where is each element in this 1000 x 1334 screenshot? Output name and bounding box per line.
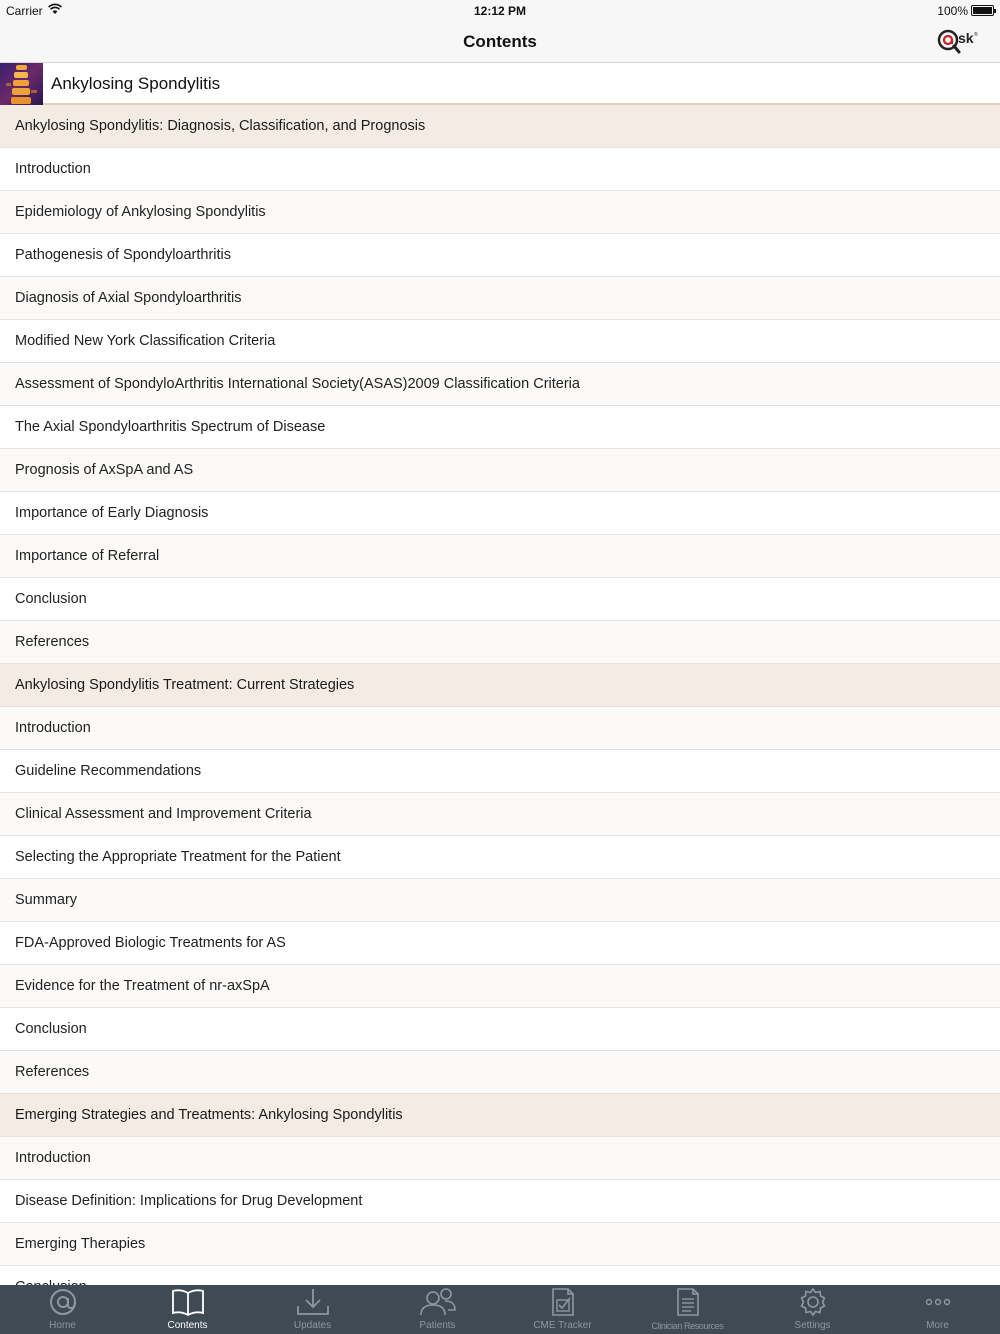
list-item[interactable]: Emerging Therapies (0, 1223, 1000, 1266)
book-header (0, 63, 1000, 105)
list-item[interactable]: Clinical Assessment and Improvement Criteria (0, 793, 1000, 836)
list-item[interactable]: Diagnosis of Axial Spondyloarthritis (0, 277, 1000, 320)
section-header: Emerging Strategies and Treatments: Ankylosing Spondylitis (0, 1094, 1000, 1137)
list-item[interactable]: References (0, 1051, 1000, 1094)
list-item[interactable]: Conclusion (0, 1008, 1000, 1051)
page-title: Contents (463, 32, 537, 51)
download-icon (295, 1287, 331, 1317)
patients-icon (418, 1287, 458, 1317)
tab-patients[interactable] (375, 1285, 500, 1334)
status-bar (0, 0, 1000, 22)
tab-label: More (926, 1320, 949, 1331)
tab-bar (0, 1285, 1000, 1334)
list-item[interactable]: Modified New York Classification Criteria (0, 320, 1000, 363)
tab-label: Clinician Resources (651, 1321, 724, 1331)
nav-bar (0, 22, 1000, 63)
list-item[interactable]: Selecting the Appropriate Treatment for the Patient (0, 836, 1000, 879)
svg-text:sk: sk (958, 30, 974, 46)
list-item[interactable]: Evidence for the Treatment of nr-axSpA (0, 965, 1000, 1008)
list-item[interactable]: Pathogenesis of Spondyloarthritis (0, 234, 1000, 277)
list-item[interactable]: References (0, 621, 1000, 664)
svg-text:®: ® (974, 32, 978, 38)
book-icon (170, 1287, 206, 1317)
document-icon (673, 1287, 703, 1317)
list-item[interactable]: Guideline Recommendations (0, 750, 1000, 793)
more-dots-icon (922, 1287, 954, 1317)
list-item[interactable]: Introduction (0, 707, 1000, 750)
tab-label: CME Tracker (533, 1320, 592, 1331)
tab-label: Home (49, 1320, 76, 1331)
list-item[interactable]: Disease Definition: Implications for Drug Development (0, 1180, 1000, 1223)
at-sign-icon (48, 1287, 78, 1317)
ask-search-icon[interactable] (936, 26, 982, 56)
list-item[interactable]: FDA-Approved Biologic Treatments for AS (0, 922, 1000, 965)
tab-label: Patients (419, 1320, 456, 1331)
section-header: Ankylosing Spondylitis: Diagnosis, Classification, and Prognosis (0, 105, 1000, 148)
tab-settings[interactable] (750, 1285, 875, 1334)
tab-updates[interactable] (250, 1285, 375, 1334)
tab-clinician-resources[interactable] (625, 1285, 750, 1334)
tab-label: Settings (794, 1320, 831, 1331)
list-item[interactable]: Summary (0, 879, 1000, 922)
list-item[interactable]: Prognosis of AxSpA and AS (0, 449, 1000, 492)
tab-label: Updates (293, 1320, 332, 1331)
list-item[interactable]: Conclusion (0, 578, 1000, 621)
book-title: Ankylosing Spondylitis (51, 74, 221, 93)
gear-icon (797, 1287, 829, 1317)
tab-label: Contents (167, 1320, 208, 1331)
list-item[interactable]: Epidemiology of Ankylosing Spondylitis (0, 191, 1000, 234)
status-time: 12:12 PM (473, 4, 527, 18)
section-header: Ankylosing Spondylitis Treatment: Current Strategies (0, 664, 1000, 707)
battery-icon (971, 5, 994, 16)
contents-list (0, 105, 1000, 1285)
tab-more[interactable] (875, 1285, 1000, 1334)
list-item[interactable]: Importance of Referral (0, 535, 1000, 578)
list-item[interactable]: Introduction (0, 148, 1000, 191)
tab-cme-tracker[interactable] (500, 1285, 625, 1334)
list-item[interactable]: Introduction (0, 1137, 1000, 1180)
tab-home[interactable] (0, 1285, 125, 1334)
list-item[interactable]: Assessment of SpondyloArthritis International Society(ASAS)2009 Classification Criteria (0, 363, 1000, 406)
spine-xray-thumbnail (0, 63, 43, 105)
battery-percent: 100% (937, 4, 968, 18)
list-item[interactable]: The Axial Spondyloarthritis Spectrum of Disease (0, 406, 1000, 449)
tab-contents[interactable] (125, 1285, 250, 1334)
list-item[interactable]: Importance of Early Diagnosis (0, 492, 1000, 535)
checklist-icon (548, 1287, 578, 1317)
carrier-label: Carrier (6, 4, 43, 18)
